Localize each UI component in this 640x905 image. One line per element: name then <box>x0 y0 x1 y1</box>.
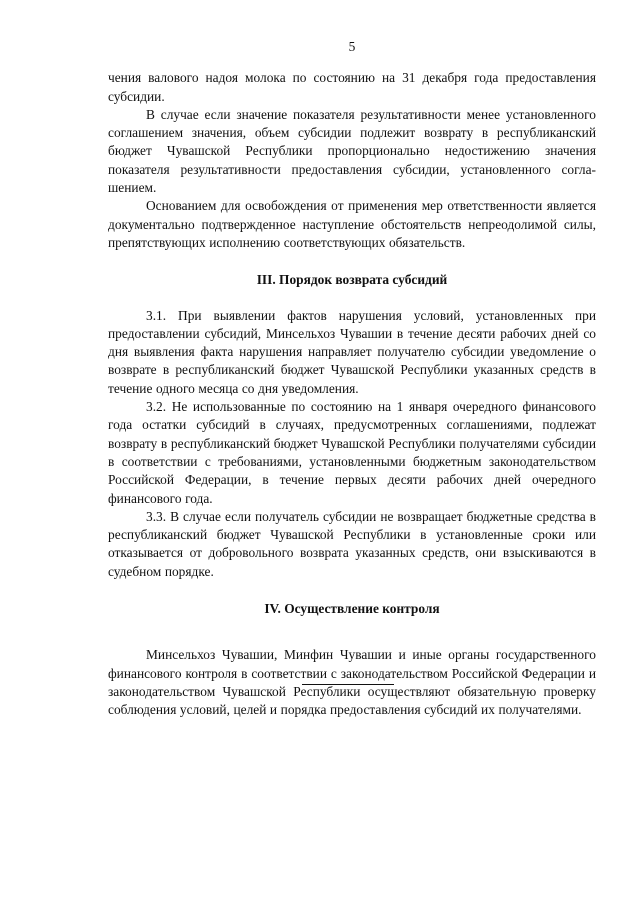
paragraph-control: Минсельхоз Чувашии, Минфин Чувашии и иные органы государственного финансового контроля в соответствии с законодательством Российской Федерации и законодательством Чувашской Республики осуществляют обязательную проверку соблюдения условий, целей и порядка предоставления субсидий их получателями. <box>108 647 596 718</box>
paragraph-force-majeure: Основанием для освобождения от применения мер ответственности является документально подтвержденное наступление обстоятельств непреодолимой силы, препятствующих исполнению соответствующих обязательств. <box>108 198 596 250</box>
page-number: 5 <box>348 39 356 54</box>
document-page <box>108 38 596 720</box>
section-heading-return: III. Порядок возврата субсидий <box>256 272 448 288</box>
paragraph-3-2: 3.2. Не использованные по состоянию на 1 января очередного финансового года остатки субсидий в случаях, предусмотренных соглашениями, подлежат возврату в республиканский бюджет Чувашской Республики получателями субсидии в соответствии с требованиями, установленными бюджетным законодательством Российской Федерации, в течение первых десяти рабочих дней очередного финансового года. <box>108 399 596 506</box>
paragraph-3-3: 3.3. В случае если получатель субсидии не возвращает бюджетные средства в республиканский бюджет Чувашской Республики в установленные сроки или отказывается от добровольного возврата указанных средств, они взыскиваются в судебном порядке. <box>108 508 596 579</box>
paragraph-result-indicator: В случае если значение показателя результативности менее установленного соглашением значения, объем субсидии подлежит возврату в республиканский бюджет Чувашской Республики пропорционально недостижению значения показателя результативности предоставления субсидии, установленного соглашением. <box>108 106 596 196</box>
section-heading-control: IV. Осуществление контроля <box>264 601 440 617</box>
end-divider-line <box>302 684 394 685</box>
paragraph-3-1: 3.1. При выявлении фактов нарушения условий, установленных при предоставлении субсидий, Минсельхоз Чувашии в течение десяти рабочих дней со дня выявления факта нарушения направляет получателю субсидии уведомление о возврате в республиканский бюджет Чувашской Республики указанных средств в течение одного месяца со дня уведомления. <box>108 307 596 396</box>
paragraph-continuation: чения валового надоя молока по состоянию на 31 декабря года предоставления субсидии. <box>108 70 596 104</box>
